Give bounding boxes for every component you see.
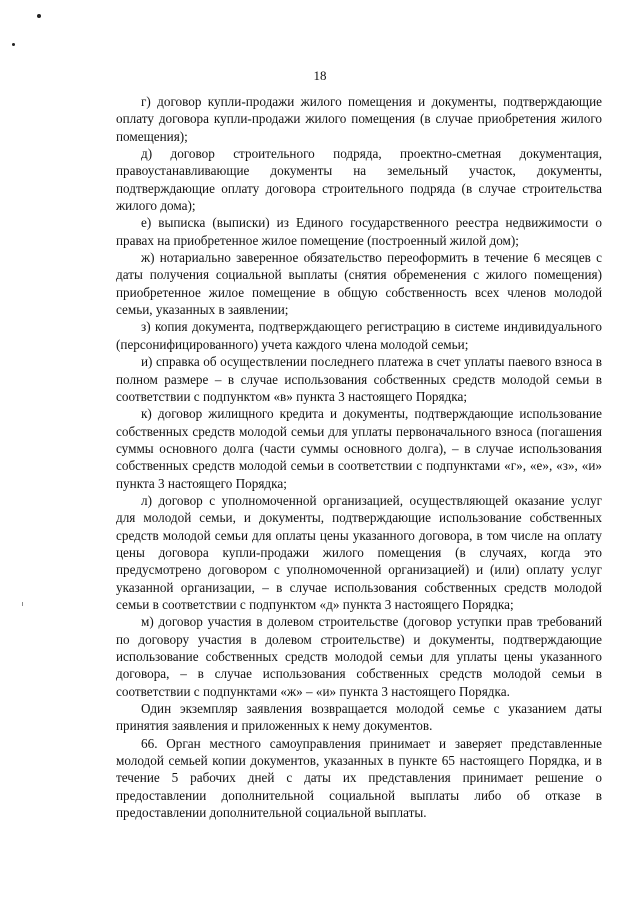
scan-speck bbox=[37, 14, 41, 18]
scan-speck bbox=[22, 602, 23, 606]
paragraph-i: и) справка об осуществлении последнего платежа в счет уплаты паевого взноса в полном размере – в случае использования собственных средств молодой семьи в соответствии с подпунктом «в» пункта 3 настоящего Порядка; bbox=[116, 354, 602, 404]
paragraph-zh: ж) нотариально заверенное обязательство переоформить в течение 6 месяцев с даты получения социальной выплаты (снятия обременения с жилого помещения) приобретенное жилое помещение в общую собственность всех членов молодой семьи, указанных в заявлении; bbox=[116, 250, 602, 318]
paragraph-d: д) договор строительного подряда, проектно-сметная документация, правоустанавливающие документы на земельный участок, документы, подтверждающие оплату договора строительного подряда (в случае строительства жилого дома); bbox=[116, 146, 602, 214]
paragraph-z: з) копия документа, подтверждающего регистрацию в системе индивидуального (персонифицированного) учета каждого члена молодой семьи; bbox=[116, 319, 602, 352]
paragraph-m: м) договор участия в долевом строительстве (договор уступки прав требований по договору участия в долевом строительстве) и документы, подтверждающие использование собственных средств молодой семьи для уплаты цены указанного договора, – в случае использования собственных средств молодой семьи в соответствии с подпунктами «ж» – «и» пункта 3 настоящего Порядка. bbox=[116, 614, 602, 699]
paragraph-copy-return: Один экземпляр заявления возвращается молодой семье с указанием даты принятия заявления и приложенных к нему документов. bbox=[116, 701, 602, 734]
paragraph-k: к) договор жилищного кредита и документы, подтверждающие использование собственных средств молодой семьи для уплаты первоначального взноса (погашения суммы основного долга (части суммы основного долга), – в случае использования собственных средств молодой семьи в соответствии с подпунктами «г», «е», «з», «и» пункта 3 настоящего Порядка; bbox=[116, 406, 602, 491]
page-number: 18 bbox=[313, 68, 327, 83]
paragraph-e: е) выписка (выписки) из Единого государственного реестра недвижимости о правах на приобретенное жилое помещение (построенный жилой дом); bbox=[116, 215, 602, 248]
paragraph-g: г) договор купли-продажи жилого помещения и документы, подтверждающие оплату договора купли-продажи жилого помещения (в случае приобретения жилого помещения); bbox=[116, 94, 602, 144]
paragraph-66: 66. Орган местного самоуправления принимает и заверяет представленные молодой семьей копии документов, указанных в пункте 65 настоящего Порядка, и в течение 5 рабочих дней с даты их представления принимает решение о предоставлении дополнительной социальной выплаты либо об отказе в предоставлении дополнительной социальной выплаты. bbox=[116, 735, 602, 821]
paragraph-l: л) договор с уполномоченной организацией, осуществляющей оказание услуг для молодой семьи, и документы, подтверждающие использование собственных средств молодой семьи для оплаты цены указанного договора, в том числе на оплату цены договора купли-продажи жилого помещения (в случаях, когда это предусмотрено договором с уполномоченной организацией) и (или) оплату услуг указанной организации, – в случае использования собственных средств молодой семьи в соответствии с подпунктом «д» пункта 3 настоящего Порядка; bbox=[116, 492, 602, 612]
scan-speck bbox=[12, 43, 15, 46]
document-body bbox=[116, 93, 602, 821]
